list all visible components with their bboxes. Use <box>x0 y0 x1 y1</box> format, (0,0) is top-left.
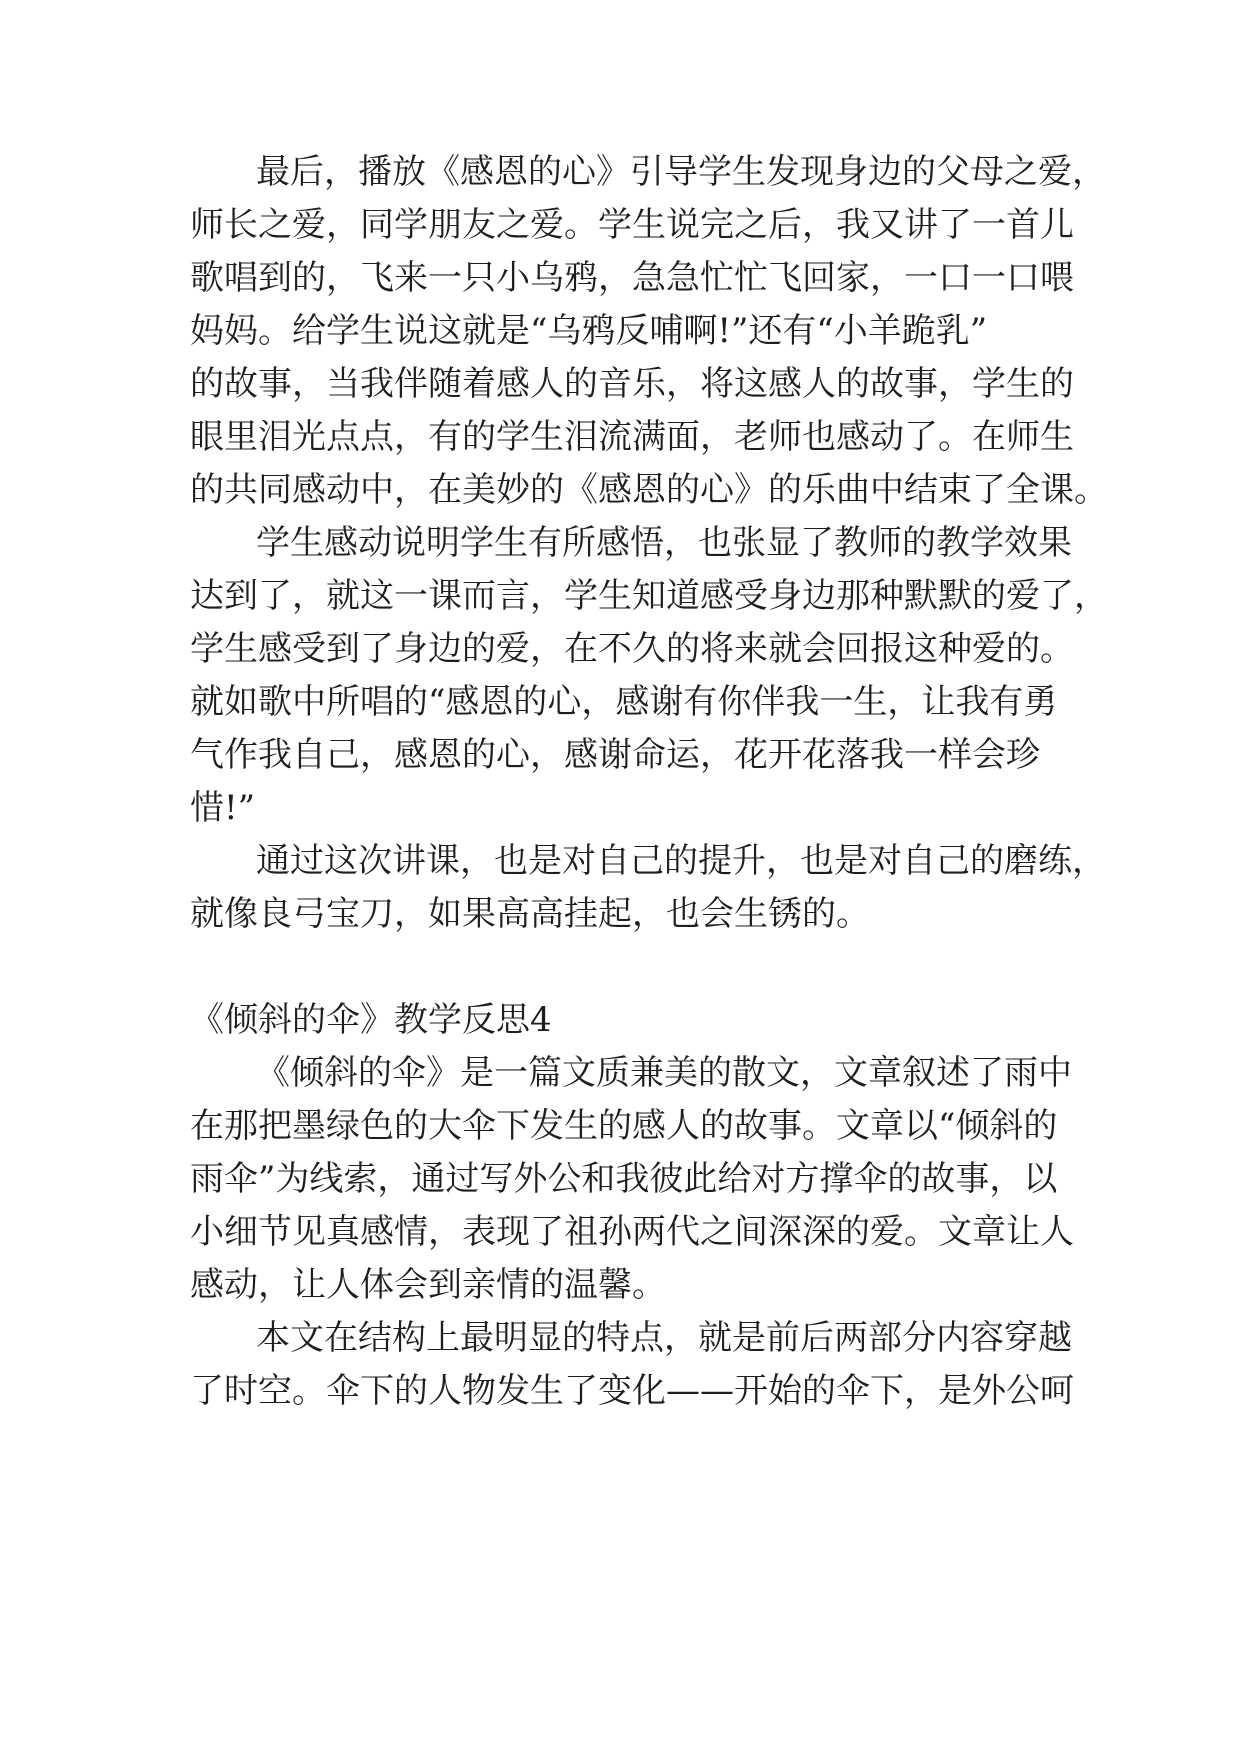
paragraph-line: 歌唱到的，飞来一只小乌鸦，急急忙忙飞回家，一口一口喂 <box>190 258 1074 298</box>
paragraph-line: 通过这次讲课，也是对自己的提升，也是对自己的磨练， <box>256 841 1106 881</box>
paragraph-line: 雨伞”为线索，通过写外公和我彼此给对方撑伞的故事，以 <box>190 1159 1058 1199</box>
paragraph-line: 就像良弓宝刀，如果高高挂起，也会生锈的。 <box>190 894 870 934</box>
paragraph-line: 达到了，就这一课而言，学生知道感受身边那种默默的爱了， <box>190 576 1108 616</box>
paragraph-line: 气作我自己，感恩的心，感谢命运，花开花落我一样会珍 <box>190 735 1040 775</box>
section-heading: 《倾斜的伞》教学反思4 <box>190 1000 552 1040</box>
paragraph-line: 了时空。伞下的人物发生了变化——开始的伞下，是外公呵 <box>190 1371 1074 1411</box>
paragraph-line: 师长之爱，同学朋友之爱。学生说完之后，我又讲了一首儿 <box>190 205 1074 245</box>
paragraph-line: 就如歌中所唱的“感恩的心，感谢有你伴我一生，让我有勇 <box>190 682 1058 722</box>
paragraph-line: 的共同感动中，在美妙的《感恩的心》的乐曲中结束了全课。 <box>190 470 1108 510</box>
paragraph-line: 学生感受到了身边的爱，在不久的将来就会回报这种爱的。 <box>190 629 1074 669</box>
paragraph-line: 小细节见真感情，表现了祖孙两代之间深深的爱。文章让人 <box>190 1212 1074 1252</box>
paragraph-line: 感动，让人体会到亲情的温馨。 <box>190 1265 666 1305</box>
paragraph-line: 眼里泪光点点，有的学生泪流满面，老师也感动了。在师生 <box>190 417 1074 457</box>
paragraph-line: 妈妈。给学生说这就是“乌鸦反哺啊!”还有“小羊跪乳” <box>190 311 988 351</box>
paragraph-line: 惜!” <box>190 788 256 828</box>
paragraph-line: 最后，播放《感恩的心》引导学生发现身边的父母之爱， <box>256 152 1106 192</box>
paragraph-line: 在那把墨绿色的大伞下发生的感人的故事。文章以“倾斜的 <box>190 1106 1058 1146</box>
paragraph-line: 本文在结构上最明显的特点，就是前后两部分内容穿越 <box>256 1318 1072 1358</box>
paragraph-line: 学生感动说明学生有所感悟，也张显了教师的教学效果 <box>256 523 1072 563</box>
paragraph-line: 的故事，当我伴随着感人的音乐，将这感人的故事，学生的 <box>190 364 1074 404</box>
paragraph-line: 《倾斜的伞》是一篇文质兼美的散文，文章叙述了雨中 <box>256 1053 1072 1093</box>
